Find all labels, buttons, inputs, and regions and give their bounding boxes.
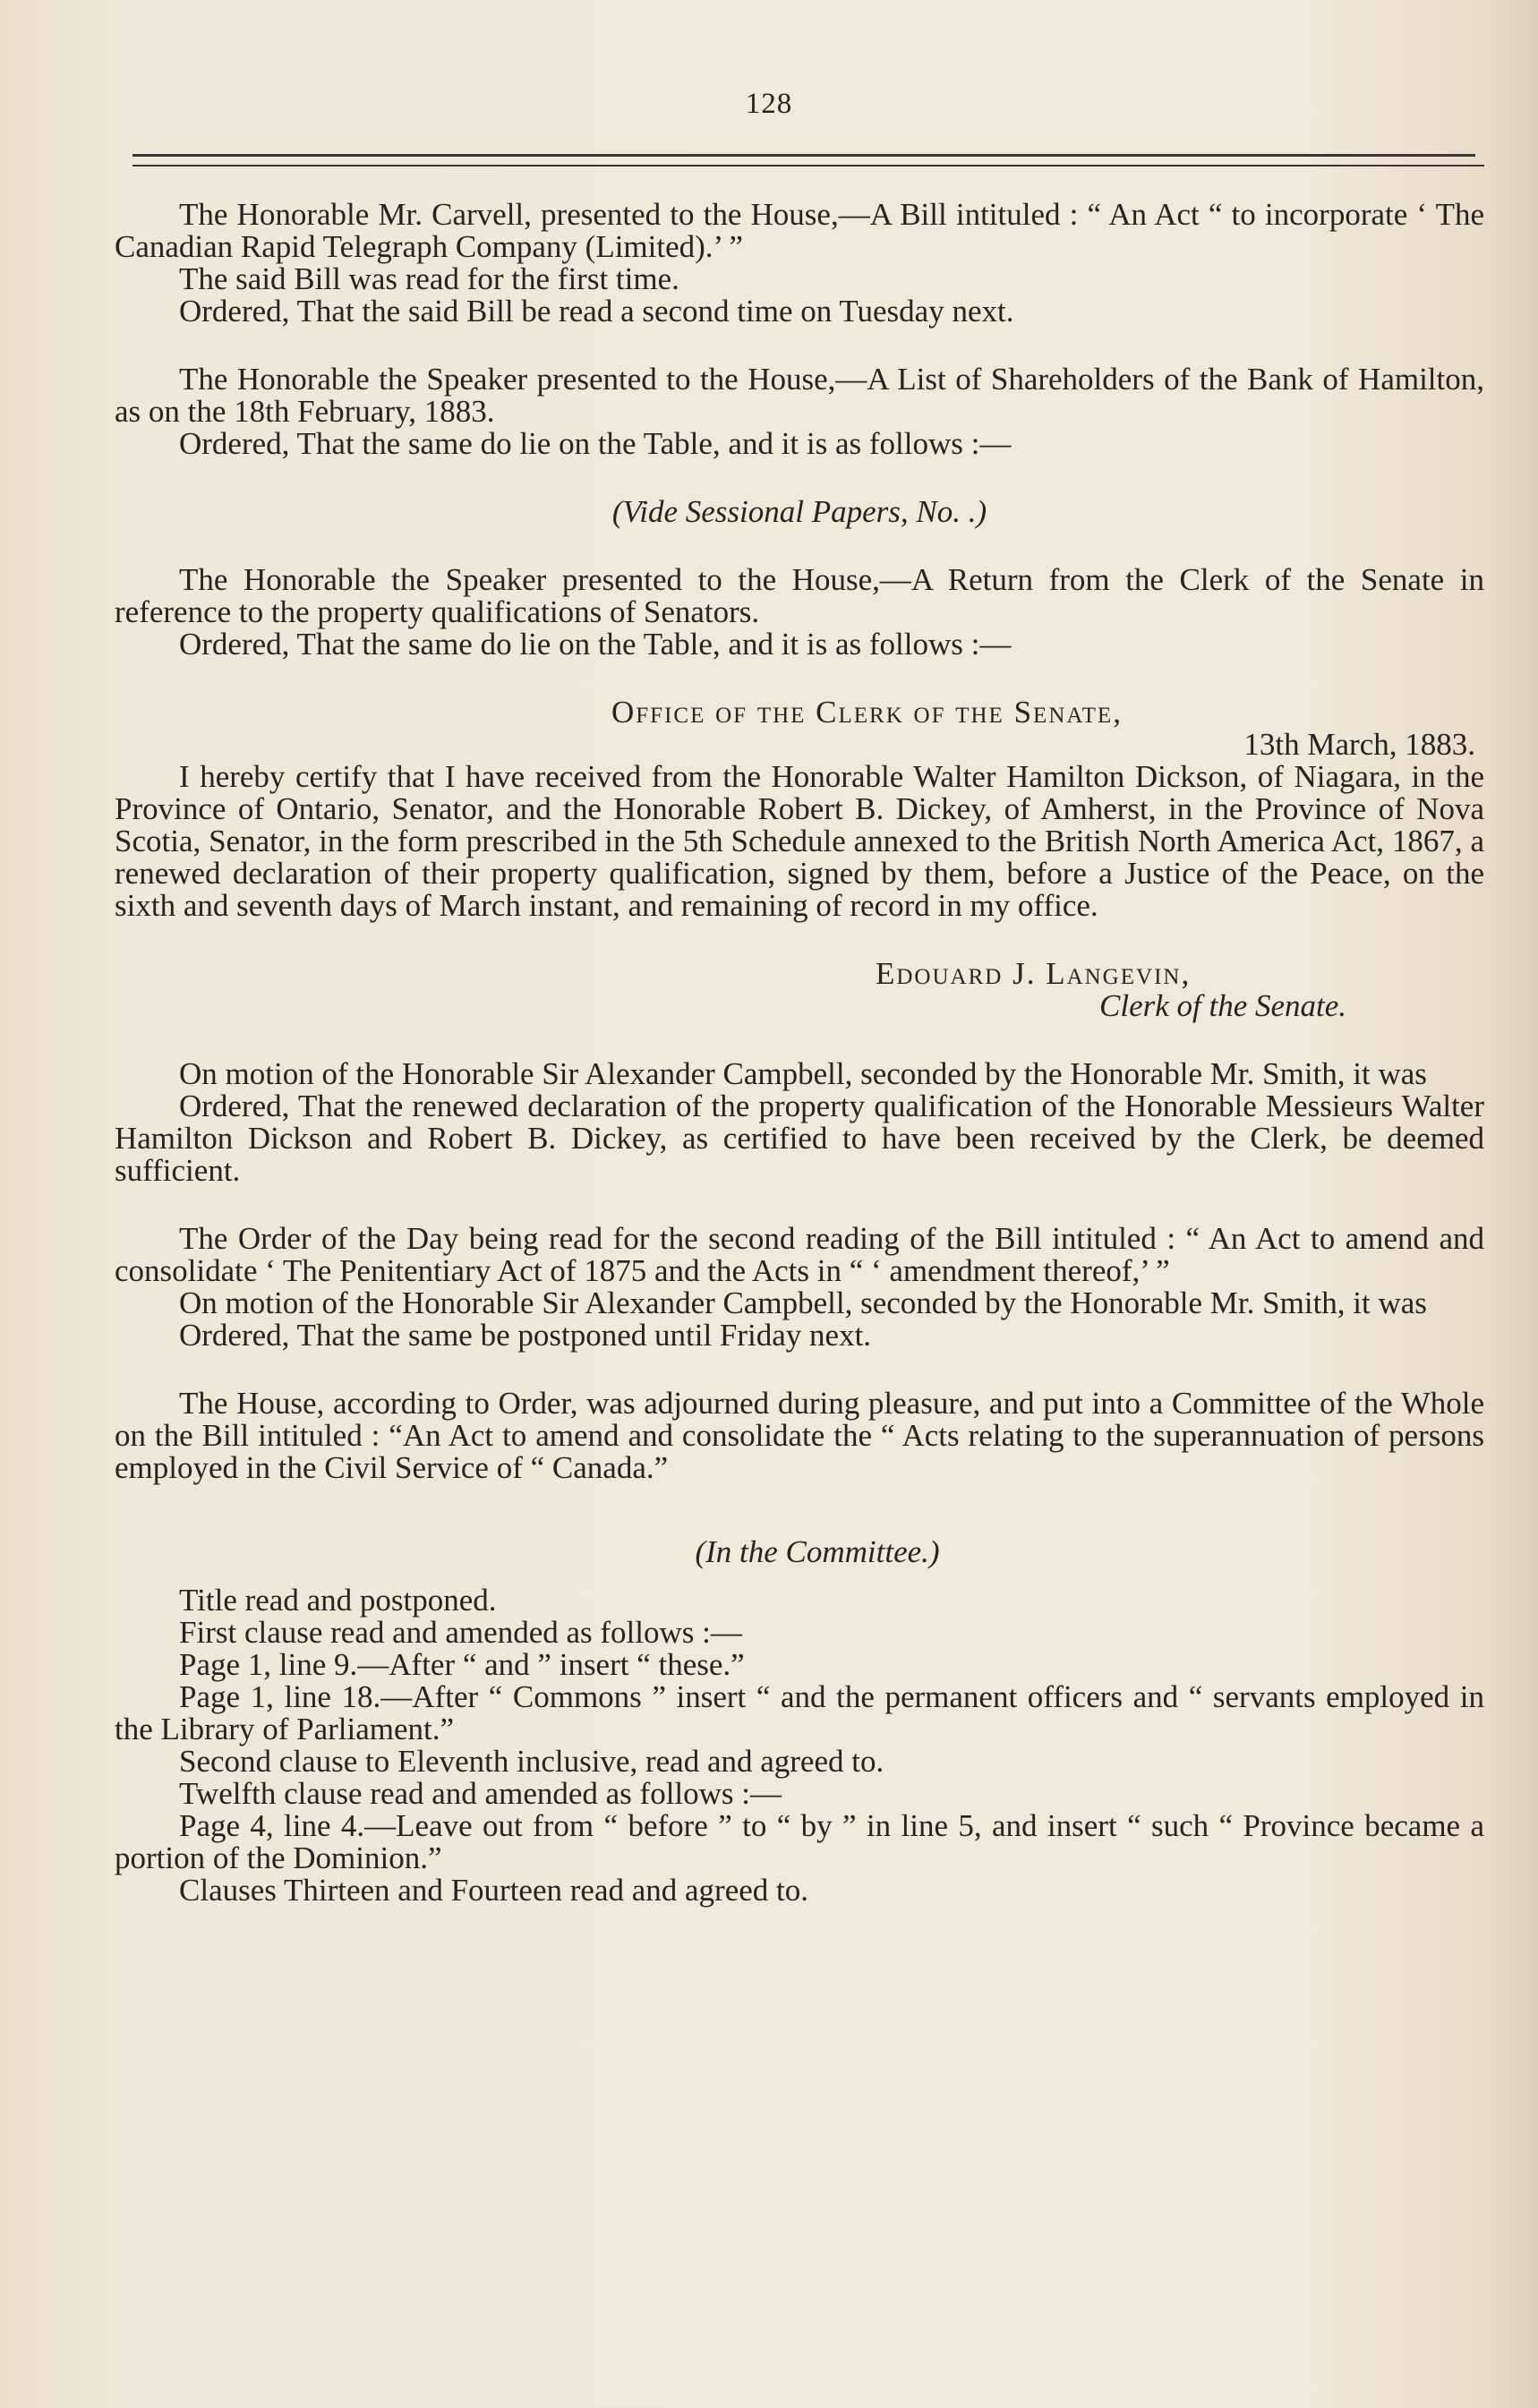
- paragraph-order-of-day: The Order of the Day being read for the second reading of the Bill intituled : “ An Act to amend and consolidate ‘ The Penitentiary Act of 1875 and the Acts in “ ‘ amendment thereof,’ ”: [115, 1221, 1484, 1288]
- paragraph-committee-of-whole: The House, according to Order, was adjourned during pleasure, and put into a Committee of the Whole on the Bill intituled : “An Act to amend and consolidate the “ Acts relating to the superannuation of persons employed in the Civil Service of “ Canada.”: [115, 1386, 1484, 1485]
- paragraph-motion-2: On motion of the Honorable Sir Alexander Campbell, seconded by the Honorable Mr. Smith, it was: [179, 1285, 1427, 1320]
- vide-sessional-papers: (Vide Sessional Papers, No. .): [611, 494, 987, 529]
- header-rule: [132, 154, 1475, 157]
- committee-item-title: Title read and postponed.: [179, 1583, 497, 1618]
- signature-name: Edouard J. Langevin,: [876, 956, 1192, 991]
- committee-item-page1-line9: Page 1, line 9.—After “ and ” insert “ these.”: [179, 1647, 745, 1682]
- page-body: [115, 199, 1484, 1907]
- paragraph-carvell-bill: The Honorable Mr. Carvell, presented to the House,—A Bill intituled : “ An Act “ to incorporate ‘ The Canadian Rapid Telegraph Company (Limited).’ ”: [115, 197, 1484, 264]
- committee-item-page1-line18: Page 1, line 18.—After “ Commons ” insert “ and the permanent officers and “ servants employed in the Library of Parliament.”: [115, 1679, 1484, 1746]
- paragraph-ordered-table-1: Ordered, That the same do lie on the Table, and it is as follows :—: [179, 426, 1012, 461]
- committee-item-second-clause: Second clause to Eleventh inclusive, read and agreed to.: [179, 1744, 884, 1779]
- paragraph-ordered-table-2: Ordered, That the same do lie on the Table, and it is as follows :—: [179, 627, 1012, 662]
- committee-item-page4-line4: Page 4, line 4.—Leave out from “ before ” to “ by ” in line 5, and insert “ such “ Province became a portion of the Dominion.”: [115, 1808, 1484, 1875]
- paragraph-shareholders-list: The Honorable the Speaker presented to the House,—A List of Shareholders of the Bank of Hamilton, as on the 18th February, 1883.: [115, 362, 1484, 429]
- paragraph-motion-1: On motion of the Honorable Sir Alexander Campbell, seconded by the Honorable Mr. Smith, it was: [179, 1056, 1427, 1091]
- paragraph-ordered-postponed: Ordered, That the same be postponed until Friday next.: [179, 1318, 872, 1353]
- committee-item-clauses-13-14: Clauses Thirteen and Fourteen read and agreed to.: [179, 1873, 808, 1908]
- paragraph-senate-return: The Honorable the Speaker presented to the House,—A Return from the Clerk of the Senate in reference to the property qualifications of Senators.: [115, 562, 1484, 629]
- page-number: 128: [745, 88, 793, 120]
- paragraph-ordered-second-reading: Ordered, That the said Bill be read a second time on Tuesday next.: [179, 294, 1014, 329]
- paragraph-first-reading: The said Bill was read for the first time.: [179, 261, 679, 296]
- committee-heading: (In the Committee.): [695, 1534, 940, 1569]
- office-heading: Office of the Clerk of the Senate,: [611, 695, 1123, 730]
- signature-title: Clerk of the Senate.: [1099, 988, 1347, 1023]
- paragraph-ordered-sufficient: Ordered, That the renewed declaration of the property qualification of the Honorable Messieurs Walter Hamilton Dickson and Robert B. Dickey, as certified to have been received by the Clerk, be deemed sufficient.: [115, 1089, 1484, 1188]
- committee-item-first-clause: First clause read and amended as follows :—: [179, 1615, 742, 1650]
- office-date: 13th March, 1883.: [1243, 727, 1475, 762]
- header-rule-thin: [132, 165, 1484, 167]
- paragraph-certification: I hereby certify that I have received from the Honorable Walter Hamilton Dickson, of Niagara, in the Province of Ontario, Senator, and the Honorable Robert B. Dickey, of Amherst, in the Province of Nova Scotia, Senator, in the form prescribed in the 5th Schedule annexed to the British North America Act, 1867, a renewed declaration of their property qualification, signed by them, before a Justice of the Peace, on the sixth and seventh days of March instant, and remaining of record in my office.: [115, 759, 1484, 923]
- committee-item-twelfth-clause: Twelfth clause read and amended as follows :—: [179, 1776, 782, 1811]
